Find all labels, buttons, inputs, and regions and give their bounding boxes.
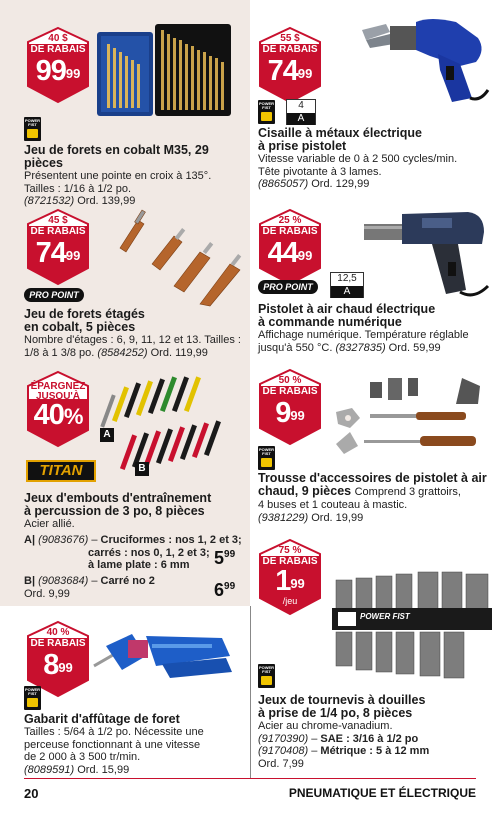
product-description: Acier allié.	[24, 518, 75, 530]
badge-savings: 50 %	[278, 375, 302, 386]
badge-savings: 40 $	[48, 33, 68, 44]
power-fist-logo: POWER FIST	[258, 446, 275, 470]
variant-a-marker: A	[100, 428, 114, 442]
price-badge	[256, 26, 324, 104]
price-badge	[24, 208, 92, 286]
badge-label: DE RABAIS	[28, 638, 88, 649]
page-number: 20	[24, 786, 39, 801]
pro-point-logo: PRO POINT	[258, 280, 318, 294]
badge-savings-line1: ÉPARGNEZ	[30, 381, 86, 392]
product-heat-gun-accessory-kit	[250, 368, 500, 538]
price-badge	[24, 26, 92, 104]
badge-label: DE RABAIS	[28, 226, 88, 237]
variant-a: A| (9083676) – Cruciformes : nos 1, 2 et 3; carrés : nos 0, 1, 2 et 3; à lame plate : 6 mm	[24, 534, 242, 571]
power-fist-logo: POWER FIST	[24, 686, 41, 710]
page-footer	[0, 778, 500, 824]
accessory-kit-image	[330, 374, 496, 464]
product-title: Jeux d'embouts d'entraînement à percussion de 3 po, 8 pièces	[24, 491, 212, 518]
power-fist-logo: POWER FIST	[258, 100, 275, 124]
price-badge	[24, 370, 92, 448]
sale-price: $44^{99}$	[267, 237, 313, 269]
impact-bits-image	[96, 374, 246, 474]
price-badge	[256, 368, 324, 446]
product-description: Acier au chrome-vanadium.	[258, 720, 393, 732]
product-code-price: (8721532) Ord. 139,99	[24, 195, 136, 207]
product-title: Cisaille à métaux électrique à prise pistolet	[258, 126, 422, 153]
amperage-indicator: 4 A	[286, 99, 316, 125]
sale-price: $1^{99}$	[275, 565, 305, 597]
socket-set-image	[332, 572, 492, 682]
product-heat-gun	[250, 200, 500, 368]
badge-savings: 25 %	[278, 215, 302, 226]
metal-shear-image	[360, 10, 492, 105]
badge-savings: 40 %	[46, 627, 70, 638]
drill-set-image	[95, 18, 235, 118]
product-code-price: (8865057) Ord. 129,99	[258, 178, 370, 190]
product-description: Nombre d'étages : 6, 9, 11, 12 et 13. Tailles : 1/8 à 1 3/8 po. (8584252) Ord. 119,99	[24, 334, 241, 359]
section-title: PNEUMATIQUE ET ÉLECTRIQUE	[288, 786, 476, 800]
variant-sae: (9170390) – SAE : 3/16 à 1/2 po	[258, 732, 419, 745]
product-drill-sharpener	[0, 606, 250, 778]
badge-savings: 75 %	[278, 545, 302, 556]
pro-point-logo: PRO POINT	[24, 288, 84, 302]
badge-savings-line2: JUSQU'À	[35, 391, 81, 402]
product-impact-bit-sets	[0, 368, 250, 606]
price-badge	[256, 538, 324, 616]
product-code-price: (8089591) Ord. 15,99	[24, 763, 130, 776]
product-title: Jeu de forets en cobalt M35, 29 pièces	[24, 143, 209, 170]
badge-label: DE RABAIS	[260, 386, 320, 397]
power-fist-logo: POWER FIST	[258, 664, 275, 688]
badge-label: DE RABAIS	[260, 226, 320, 237]
power-fist-logo: POWER FIST	[24, 117, 41, 141]
price-badge	[256, 208, 324, 286]
product-metal-shear	[250, 0, 500, 200]
sale-price: $99^{99}$	[35, 55, 81, 87]
badge-label: DE RABAIS	[28, 44, 88, 55]
badge-savings: 55 $	[280, 33, 300, 44]
product-title: Jeu de forets étagés en cobalt, 5 pièces	[24, 307, 145, 334]
product-title: Jeux de tournevis à douilles à prise de 1/4 po, 8 pièces	[258, 693, 426, 720]
product-description: Affichage numérique. Température réglable jusqu'à 550 °C. (8327835) Ord. 59,99	[258, 329, 469, 354]
product-description: Tailles : 5/64 à 1/2 po. Nécessite une perceuse fonctionnant à une vitesse de 2 000 à 3 500 tr/min.	[24, 726, 204, 763]
product-step-drill-set	[0, 200, 250, 368]
product-title: Trousse d'accessoires de pistolet à air chaud, 9 pièces Comprend 3 grattoirs,	[258, 471, 487, 498]
variant-b-marker: B	[135, 462, 149, 476]
power-fist-wordmark: POWER FIST	[360, 612, 410, 621]
titan-logo: TITAN	[26, 460, 96, 482]
sale-price: $8^{99}$	[43, 649, 73, 681]
product-description: 4 buses et 1 couteau à mastic.	[258, 499, 408, 511]
badge-savings: 45 $	[48, 215, 68, 226]
variant-metric: (9170408) – Métrique : 5 à 12 mm	[258, 745, 430, 757]
step-drill-image	[112, 206, 242, 306]
product-cobalt-drill-set	[0, 0, 250, 207]
sale-price: $74^{99}$	[35, 237, 81, 269]
product-description: Présentent une pointe en croix à 135°. Tailles : 1/16 à 1/2 po.	[24, 170, 212, 195]
heat-gun-image	[362, 204, 492, 304]
product-title: Gabarit d'affûtage de foret	[24, 712, 180, 726]
price-unit: /jeu	[282, 596, 298, 606]
footer-rule	[24, 778, 476, 779]
variant-b-price: $6^{99}$	[214, 580, 236, 600]
variant-a-price: $5^{99}$	[214, 548, 236, 568]
sharpener-image	[92, 616, 242, 696]
amperage-indicator: 12,5 A	[330, 272, 364, 298]
product-title: Pistolet à air chaud électrique à commande numérique	[258, 302, 436, 329]
product-code-price: (9381229) Ord. 19,99	[258, 511, 364, 524]
sale-price: $74^{99}$	[267, 55, 313, 87]
variant-b: B| (9083684) – Carré no 2 Ord. 9,99	[24, 575, 155, 600]
sale-price: $9^{99}$	[275, 397, 305, 429]
sale-percent: 40%	[33, 399, 83, 431]
badge-label: DE RABAIS	[260, 556, 320, 567]
product-description: Vitesse variable de 0 à 2 500 cycles/min. Tête pivotante à 3 lames.	[258, 153, 458, 178]
product-socket-driver-set	[250, 538, 500, 778]
badge-label: DE RABAIS	[260, 44, 320, 55]
regular-price: Ord. 7,99	[258, 757, 304, 770]
